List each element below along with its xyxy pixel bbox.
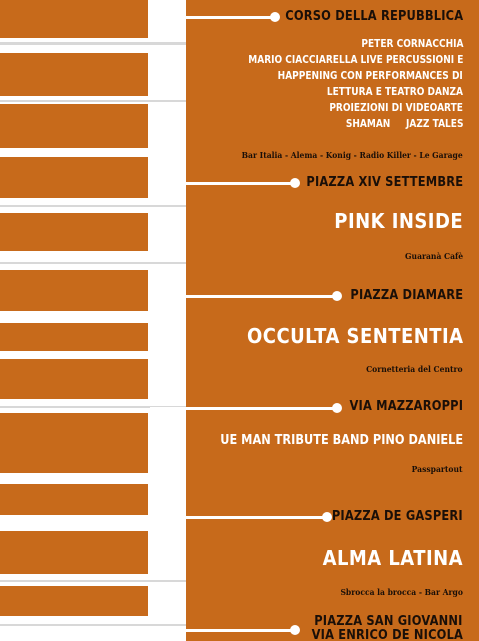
piano-key-divider [0,262,186,264]
piano-key-divider [0,100,186,102]
connector-line [150,182,296,185]
performer-line: MARIO CIACCIARELLA LIVE PERCUSSIONI E [247,53,463,66]
piano-black-key [0,157,148,198]
connector-dot [332,291,342,301]
event-location: PIAZZA XIV SETTEMBRE [306,175,463,190]
piano-black-key [0,104,148,148]
piano-black-key [0,53,148,96]
performer-line: HAPPENING CON PERFORMANCES DI [277,69,463,82]
event-venues: Bar Italia - Alema - Konig - Radio Killer - Le Garage [241,150,463,160]
event-location: PIAZZA DIAMARE [350,288,463,303]
connector-dot [290,178,300,188]
event-location: PIAZZA DE GASPERI [332,509,463,524]
connector-line [150,295,338,298]
event-headline: OCCULTA SENTENTIA [246,324,463,348]
piano-key-divider [0,205,186,207]
piano-black-key [0,0,148,38]
connector-dot [270,12,280,22]
piano-black-key [0,323,148,351]
connector-line [150,516,328,519]
connector-line [150,629,296,632]
connector-dot [322,512,332,522]
event-location: CORSO DELLA REPUBBLICA [284,9,463,24]
piano-black-key [0,484,148,515]
piano-key-divider [0,624,186,626]
event-venues: Sbrocca la brocca - Bar Argo [340,587,463,597]
connector-line [150,407,338,410]
event-venues: Guaranà Cafè [404,251,463,261]
piano-black-key [0,586,148,616]
event-headline: ALMA LATINA [322,546,463,570]
performer-line: SHAMAN JAZZ TALES [345,117,463,130]
piano-black-key [0,413,148,473]
connector-dot [290,625,300,635]
piano-black-key [0,270,148,311]
piano-black-key [0,531,148,574]
piano-black-key [0,213,148,251]
event-location: VIA ENRICO DE NICOLA [311,628,463,641]
piano-black-key [0,359,148,399]
piano-key-divider [0,42,186,45]
event-location: VIA MAZZAROPPI [349,399,463,414]
event-venues: Passpartout [412,464,463,474]
performer-line: LETTURA E TEATRO DANZA [326,85,463,98]
piano-key-divider [0,580,186,582]
connector-line [150,16,276,19]
performer-line: PETER CORNACCHIA [360,37,463,50]
performer-line: PROIEZIONI DI VIDEOARTE [329,101,463,114]
event-headline: UE MAN TRIBUTE BAND PINO DANIELE [220,432,463,448]
event-venues: Cornetteria del Centro [366,364,463,374]
event-location: PIAZZA SAN GIOVANNI [314,614,463,629]
event-headline: PINK INSIDE [334,209,463,233]
connector-dot [332,403,342,413]
